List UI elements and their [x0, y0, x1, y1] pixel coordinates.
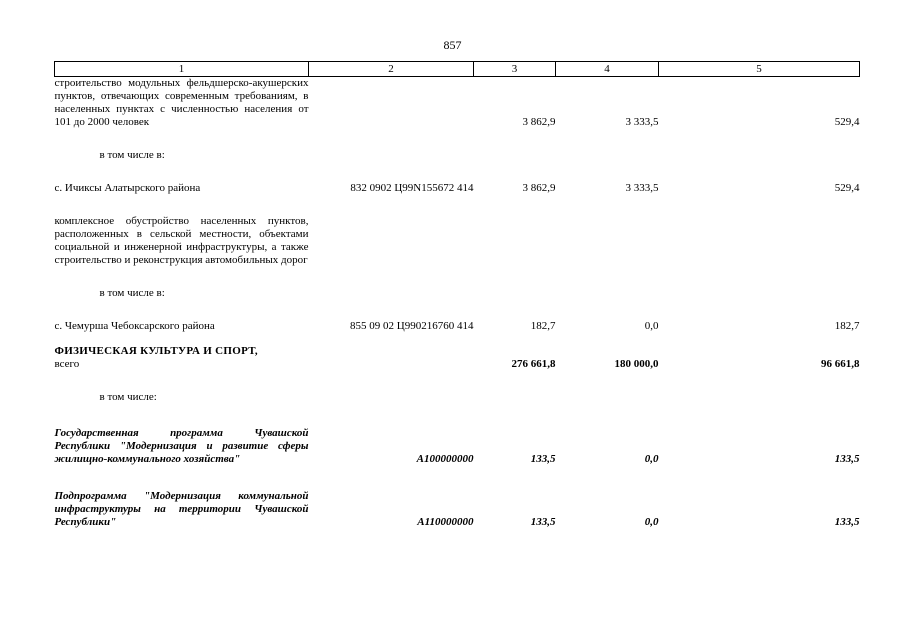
spacer-row	[55, 333, 860, 345]
row-code: 832 0902 Ц99N155672 414	[350, 182, 474, 194]
table-row	[55, 215, 860, 267]
row-value-4: 0,0	[644, 516, 659, 528]
column-header-4: 4	[556, 62, 659, 77]
row-value-5: 529,4	[834, 116, 860, 128]
row-name: Государственная программа Чувашской Республики "Модернизация и развитие сферы жилищно-коммунального хозяйства"	[54, 427, 309, 465]
row-value-total: 133,5	[530, 453, 556, 465]
column-header-5: 5	[659, 62, 860, 77]
spacer-row	[55, 371, 860, 391]
row-value-total: 133,5	[530, 516, 556, 528]
row-name: в том числе в:	[99, 287, 165, 299]
column-header-1: 1	[55, 62, 309, 77]
row-value-total: 3 862,9	[522, 182, 556, 194]
spacer-row	[55, 267, 860, 287]
row-value-4: 0,0	[644, 320, 659, 332]
row-value-5: 529,4	[834, 182, 860, 194]
row-name: в том числе в:	[99, 149, 165, 161]
section-subtitle: всего	[54, 358, 80, 370]
section-title: ФИЗИЧЕСКАЯ КУЛЬТУРА И СПОРТ,	[54, 345, 258, 357]
row-code: А110000000	[417, 516, 474, 528]
row-code: А100000000	[416, 453, 474, 465]
row-name: с. Ичиксы Алатырского района	[54, 182, 201, 194]
row-value-5: 182,7	[834, 320, 860, 332]
row-value-total: 276 661,8	[511, 358, 556, 370]
row-code	[309, 345, 474, 371]
row-code	[309, 77, 474, 130]
section-name	[55, 345, 309, 371]
table-row	[55, 149, 860, 162]
row-value-4: 180 000,0	[614, 358, 659, 370]
row-name: строительство модульных фельдшерско-акушерских пунктов, отвечающих современным требованиям, в населенных пунктах с численностью населения от 101 до 2000 человек	[54, 77, 309, 128]
row-value-5: 133,5	[834, 516, 860, 528]
row-name: Подпрограмма "Модернизация коммунальной инфраструктуры на территории Чувашской Республики"	[54, 490, 309, 528]
budget-table	[54, 61, 860, 529]
spacer-row	[55, 129, 860, 149]
spacer-row	[55, 466, 860, 490]
column-header-row	[55, 62, 860, 77]
row-name: в том числе:	[99, 391, 157, 403]
spacer-row	[55, 162, 860, 182]
row-name: с. Чемурша Чебоксарского района	[54, 320, 215, 332]
row-name: комплексное обустройство населенных пунктов, расположенных в сельской местности, объектами социальной и инженерной инфраструктуры, а также строительство и реконструкция автомобильных дорог	[54, 215, 309, 266]
row-value-total: 182,7	[530, 320, 556, 332]
row-value-5: 133,5	[834, 453, 860, 465]
spacer-row	[55, 195, 860, 215]
spacer-row	[55, 404, 860, 427]
spacer-row	[55, 300, 860, 320]
table-row	[55, 77, 860, 130]
table-row	[55, 391, 860, 404]
column-header-2: 2	[309, 62, 474, 77]
page-number: 857	[443, 38, 462, 52]
table-row-section	[55, 345, 860, 371]
row-code: 855 09 02 Ц990216760 414	[350, 320, 474, 332]
row-value-4: 3 333,5	[625, 116, 659, 128]
table-row	[55, 287, 860, 300]
table-row	[55, 182, 860, 195]
table-row	[55, 320, 860, 333]
table-row-subprogram	[55, 490, 860, 529]
row-value-5: 96 661,8	[821, 358, 860, 370]
row-value-total: 3 862,9	[522, 116, 556, 128]
column-header-3: 3	[474, 62, 556, 77]
row-value-4: 0,0	[644, 453, 659, 465]
row-value-4: 3 333,5	[625, 182, 659, 194]
table-row-program	[55, 427, 860, 466]
